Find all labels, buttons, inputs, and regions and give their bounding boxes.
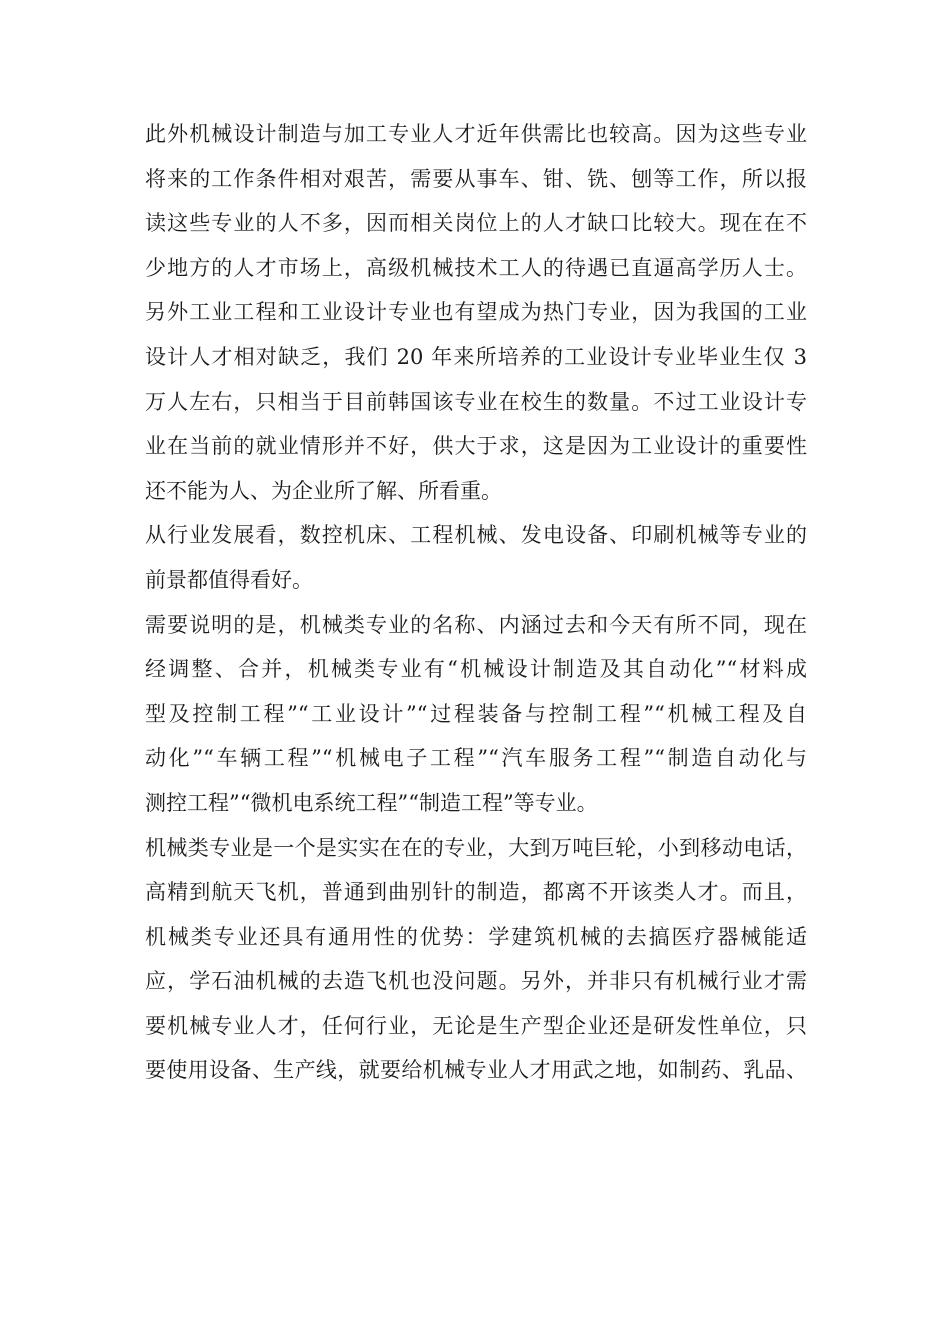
text-line: 型及控制工程”“工业设计”“过程装备与控制工程”“机械工程及自 bbox=[145, 701, 807, 726]
text-line: 读这些专业的人不多，因而相关岗位上的人才缺口比较大。现在在不 bbox=[145, 211, 807, 236]
text-line: 高精到航天飞机，普通到曲别针的制造，都离不开该类人才。而且， bbox=[145, 880, 807, 905]
text-line: 要机械专业人才，任何行业，无论是生产型企业还是研发性单位，只 bbox=[145, 1013, 807, 1038]
text-line: 设计人才相对缺乏，我们 20 年来所培养的工业设计专业毕业生仅 3 bbox=[145, 344, 807, 369]
text-line: 经调整、合并，机械类专业有“机械设计制造及其自动化”“材料成 bbox=[145, 657, 807, 682]
text-line: 应，学石油机械的去造飞机也没问题。另外，并非只有机械行业才需 bbox=[145, 969, 807, 994]
text-line: 前景都值得看好。 bbox=[145, 567, 313, 592]
text-line: 要使用设备、生产线，就要给机械专业人才用武之地，如制药、乳品、 bbox=[145, 1058, 807, 1083]
text-line: 机械类专业还具有通用性的优势：学建筑机械的去搞医疗器械能适 bbox=[145, 924, 807, 949]
text-line: 业在当前的就业情形并不好，供大于求，这是因为工业设计的重要性 bbox=[145, 434, 807, 459]
text-line: 少地方的人才市场上，高级机械技术工人的待遇已直逼高学历人士。 bbox=[145, 255, 807, 280]
text-line: 此外机械设计制造与加工专业人才近年供需比也较高。因为这些专业 bbox=[145, 122, 807, 146]
text-line: 机械类专业是一个是实实在在的专业，大到万吨巨轮，小到移动电话， bbox=[145, 835, 807, 860]
body-text bbox=[145, 112, 807, 1093]
text-line: 从行业发展看，数控机床、工程机械、发电设备、印刷机械等专业的 bbox=[145, 523, 807, 548]
text-line: 测控工程”“微机电系统工程”“制造工程”等专业。 bbox=[145, 790, 598, 815]
text-line: 需要说明的是，机械类专业的名称、内涵过去和今天有所不同，现在 bbox=[145, 612, 807, 637]
text-line: 将来的工作条件相对艰苦，需要从事车、钳、铣、刨等工作，所以报 bbox=[145, 166, 807, 191]
text-line: 另外工业工程和工业设计专业也有望成为热门专业，因为我国的工业 bbox=[145, 300, 807, 325]
text-line: 动化”“车辆工程”“机械电子工程”“汽车服务工程”“制造自动化与 bbox=[145, 746, 807, 771]
text-line: 还不能为人、为企业所了解、所看重。 bbox=[145, 478, 502, 503]
text-line: 万人左右，只相当于目前韩国该专业在校生的数量。不过工业设计专 bbox=[145, 389, 807, 414]
